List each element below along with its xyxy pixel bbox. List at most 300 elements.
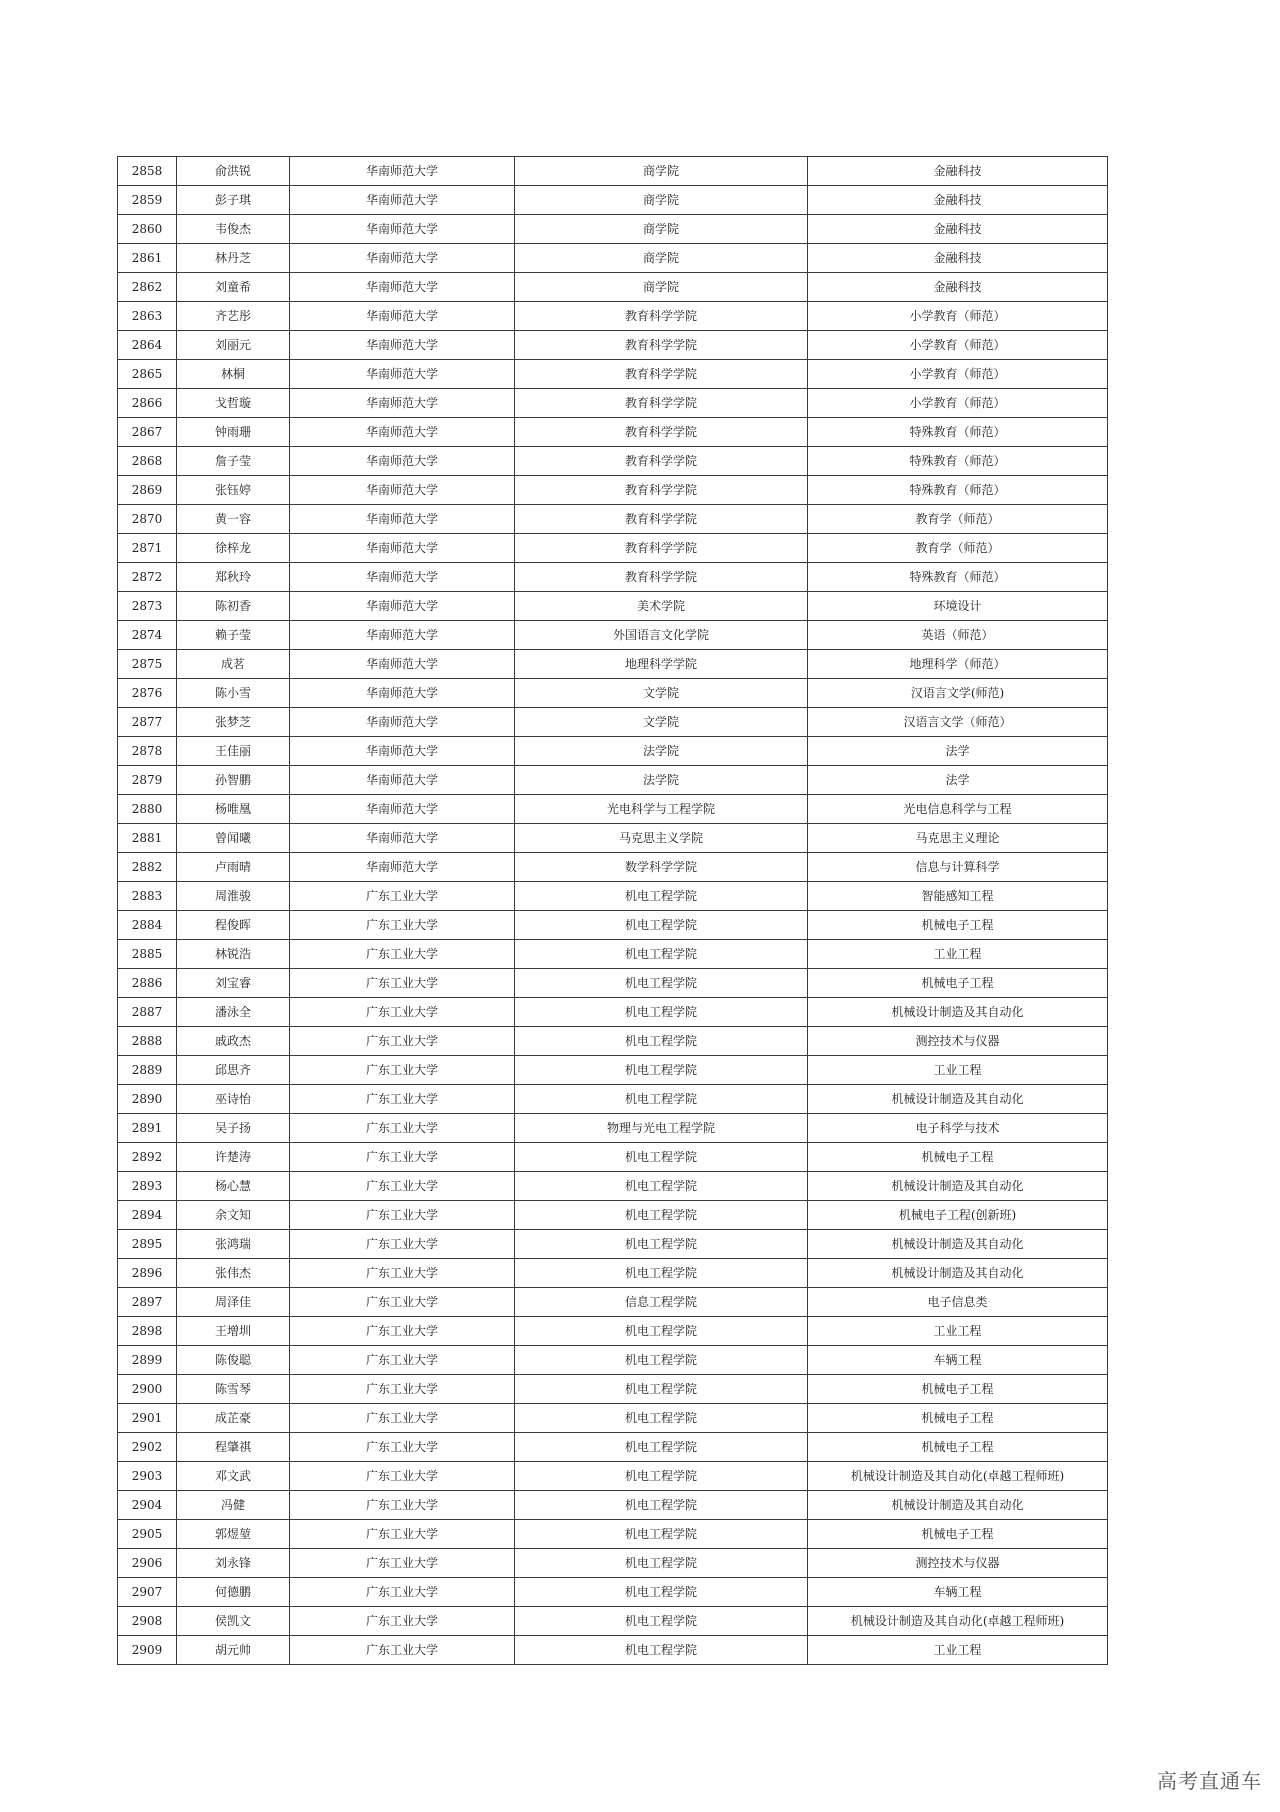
row-number-cell: 2901: [118, 1404, 177, 1433]
student-name-cell: 黄一容: [177, 505, 290, 534]
university-cell: 华南师范大学: [290, 505, 515, 534]
student-name-cell: 许楚涛: [177, 1143, 290, 1172]
major-cell: 小学教育（师范）: [808, 302, 1108, 331]
university-cell: 广东工业大学: [290, 1549, 515, 1578]
college-cell: 光电科学与工程学院: [515, 795, 808, 824]
row-number-cell: 2884: [118, 911, 177, 940]
student-name-cell: 成茗: [177, 650, 290, 679]
row-number-cell: 2874: [118, 621, 177, 650]
university-cell: 华南师范大学: [290, 563, 515, 592]
university-cell: 华南师范大学: [290, 186, 515, 215]
college-cell: 机电工程学院: [515, 1549, 808, 1578]
row-number-cell: 2880: [118, 795, 177, 824]
student-name-cell: 张鸿瑞: [177, 1230, 290, 1259]
major-cell: 汉语言文学（师范）: [808, 708, 1108, 737]
university-cell: 华南师范大学: [290, 360, 515, 389]
student-name-cell: 韦俊杰: [177, 215, 290, 244]
student-name-cell: 郭煜堃: [177, 1520, 290, 1549]
row-number-cell: 2906: [118, 1549, 177, 1578]
row-number-cell: 2878: [118, 737, 177, 766]
table-row: [118, 708, 1108, 737]
table-row: [118, 1288, 1108, 1317]
college-cell: 机电工程学院: [515, 1520, 808, 1549]
university-cell: 广东工业大学: [290, 1520, 515, 1549]
college-cell: 文学院: [515, 679, 808, 708]
row-number-cell: 2875: [118, 650, 177, 679]
row-number-cell: 2892: [118, 1143, 177, 1172]
student-name-cell: 程俊晖: [177, 911, 290, 940]
college-cell: 商学院: [515, 186, 808, 215]
major-cell: 智能感知工程: [808, 882, 1108, 911]
table-row: [118, 1462, 1108, 1491]
university-cell: 华南师范大学: [290, 621, 515, 650]
university-cell: 广东工业大学: [290, 1433, 515, 1462]
row-number-cell: 2870: [118, 505, 177, 534]
student-name-cell: 冯健: [177, 1491, 290, 1520]
major-cell: 特殊教育（师范）: [808, 447, 1108, 476]
student-name-cell: 杨唯凰: [177, 795, 290, 824]
row-number-cell: 2894: [118, 1201, 177, 1230]
major-cell: 金融科技: [808, 273, 1108, 302]
student-name-cell: 孙智鹏: [177, 766, 290, 795]
major-cell: 教育学（师范）: [808, 534, 1108, 563]
table-row: [118, 1578, 1108, 1607]
table-row: [118, 302, 1108, 331]
major-cell: 机械设计制造及其自动化: [808, 1230, 1108, 1259]
table-row: [118, 215, 1108, 244]
college-cell: 机电工程学院: [515, 1375, 808, 1404]
college-cell: 商学院: [515, 157, 808, 186]
major-cell: 金融科技: [808, 186, 1108, 215]
university-cell: 广东工业大学: [290, 1230, 515, 1259]
row-number-cell: 2895: [118, 1230, 177, 1259]
major-cell: 光电信息科学与工程: [808, 795, 1108, 824]
major-cell: 金融科技: [808, 157, 1108, 186]
college-cell: 机电工程学院: [515, 1607, 808, 1636]
table-row: [118, 1404, 1108, 1433]
row-number-cell: 2902: [118, 1433, 177, 1462]
major-cell: 机械电子工程: [808, 1404, 1108, 1433]
college-cell: 机电工程学院: [515, 1491, 808, 1520]
college-cell: 教育科学学院: [515, 418, 808, 447]
college-cell: 美术学院: [515, 592, 808, 621]
table-row: [118, 1259, 1108, 1288]
major-cell: 机械设计制造及其自动化: [808, 1259, 1108, 1288]
university-cell: 广东工业大学: [290, 1114, 515, 1143]
major-cell: 机械设计制造及其自动化: [808, 998, 1108, 1027]
table-row: [118, 476, 1108, 505]
row-number-cell: 2905: [118, 1520, 177, 1549]
row-number-cell: 2862: [118, 273, 177, 302]
student-name-cell: 王佳丽: [177, 737, 290, 766]
row-number-cell: 2866: [118, 389, 177, 418]
student-name-cell: 俞洪锐: [177, 157, 290, 186]
university-cell: 广东工业大学: [290, 1143, 515, 1172]
row-number-cell: 2867: [118, 418, 177, 447]
student-name-cell: 卢雨晴: [177, 853, 290, 882]
table-row: [118, 679, 1108, 708]
table-row: [118, 534, 1108, 563]
university-cell: 广东工业大学: [290, 1636, 515, 1665]
major-cell: 英语（师范）: [808, 621, 1108, 650]
student-name-cell: 潘泳全: [177, 998, 290, 1027]
student-name-cell: 胡元帅: [177, 1636, 290, 1665]
table-row: [118, 1636, 1108, 1665]
student-name-cell: 刘丽元: [177, 331, 290, 360]
major-cell: 小学教育（师范）: [808, 360, 1108, 389]
college-cell: 机电工程学院: [515, 940, 808, 969]
row-number-cell: 2893: [118, 1172, 177, 1201]
table-row: [118, 505, 1108, 534]
major-cell: 金融科技: [808, 244, 1108, 273]
university-cell: 广东工业大学: [290, 911, 515, 940]
major-cell: 小学教育（师范）: [808, 331, 1108, 360]
admission-table-body: [118, 157, 1108, 1665]
university-cell: 华南师范大学: [290, 853, 515, 882]
university-cell: 华南师范大学: [290, 766, 515, 795]
row-number-cell: 2887: [118, 998, 177, 1027]
major-cell: 特殊教育（师范）: [808, 563, 1108, 592]
row-number-cell: 2864: [118, 331, 177, 360]
table-row: [118, 157, 1108, 186]
row-number-cell: 2868: [118, 447, 177, 476]
row-number-cell: 2886: [118, 969, 177, 998]
college-cell: 机电工程学院: [515, 969, 808, 998]
major-cell: 工业工程: [808, 1636, 1108, 1665]
table-row: [118, 244, 1108, 273]
row-number-cell: 2882: [118, 853, 177, 882]
university-cell: 华南师范大学: [290, 592, 515, 621]
major-cell: 机械设计制造及其自动化: [808, 1085, 1108, 1114]
student-name-cell: 戚政杰: [177, 1027, 290, 1056]
student-name-cell: 吴子扬: [177, 1114, 290, 1143]
table-row: [118, 418, 1108, 447]
major-cell: 电子科学与技术: [808, 1114, 1108, 1143]
college-cell: 教育科学学院: [515, 563, 808, 592]
major-cell: 测控技术与仪器: [808, 1549, 1108, 1578]
college-cell: 数学科学学院: [515, 853, 808, 882]
major-cell: 车辆工程: [808, 1578, 1108, 1607]
row-number-cell: 2896: [118, 1259, 177, 1288]
major-cell: 法学: [808, 737, 1108, 766]
university-cell: 广东工业大学: [290, 1288, 515, 1317]
table-row: [118, 621, 1108, 650]
row-number-cell: 2890: [118, 1085, 177, 1114]
row-number-cell: 2881: [118, 824, 177, 853]
college-cell: 机电工程学院: [515, 1201, 808, 1230]
student-name-cell: 陈初香: [177, 592, 290, 621]
major-cell: 工业工程: [808, 1056, 1108, 1085]
row-number-cell: 2897: [118, 1288, 177, 1317]
college-cell: 马克思主义学院: [515, 824, 808, 853]
student-name-cell: 张钰婷: [177, 476, 290, 505]
college-cell: 机电工程学院: [515, 998, 808, 1027]
college-cell: 教育科学学院: [515, 389, 808, 418]
table-row: [118, 447, 1108, 476]
major-cell: 机械设计制造及其自动化(卓越工程师班): [808, 1607, 1108, 1636]
university-cell: 华南师范大学: [290, 157, 515, 186]
row-number-cell: 2899: [118, 1346, 177, 1375]
major-cell: 机械设计制造及其自动化: [808, 1491, 1108, 1520]
student-name-cell: 邓文武: [177, 1462, 290, 1491]
row-number-cell: 2877: [118, 708, 177, 737]
major-cell: 机械电子工程: [808, 911, 1108, 940]
table-row: [118, 389, 1108, 418]
table-row: [118, 882, 1108, 911]
table-row: [118, 911, 1108, 940]
university-cell: 广东工业大学: [290, 1056, 515, 1085]
college-cell: 机电工程学院: [515, 1636, 808, 1665]
college-cell: 教育科学学院: [515, 447, 808, 476]
student-name-cell: 林丹芝: [177, 244, 290, 273]
student-name-cell: 赖子莹: [177, 621, 290, 650]
table-row: [118, 186, 1108, 215]
student-name-cell: 林桐: [177, 360, 290, 389]
row-number-cell: 2907: [118, 1578, 177, 1607]
student-name-cell: 王增圳: [177, 1317, 290, 1346]
table-row: [118, 360, 1108, 389]
college-cell: 机电工程学院: [515, 1230, 808, 1259]
major-cell: 环境设计: [808, 592, 1108, 621]
student-name-cell: 张梦芝: [177, 708, 290, 737]
university-cell: 华南师范大学: [290, 447, 515, 476]
student-name-cell: 曾闻曦: [177, 824, 290, 853]
student-name-cell: 徐梓龙: [177, 534, 290, 563]
table-row: [118, 1549, 1108, 1578]
watermark-text: 高考直通车: [1157, 1769, 1262, 1793]
college-cell: 机电工程学院: [515, 1578, 808, 1607]
major-cell: 地理科学（师范）: [808, 650, 1108, 679]
university-cell: 广东工业大学: [290, 1404, 515, 1433]
college-cell: 教育科学学院: [515, 534, 808, 563]
major-cell: 车辆工程: [808, 1346, 1108, 1375]
university-cell: 华南师范大学: [290, 389, 515, 418]
university-cell: 广东工业大学: [290, 1201, 515, 1230]
university-cell: 华南师范大学: [290, 302, 515, 331]
table-row: [118, 1230, 1108, 1259]
university-cell: 广东工业大学: [290, 882, 515, 911]
college-cell: 地理科学学院: [515, 650, 808, 679]
college-cell: 机电工程学院: [515, 1433, 808, 1462]
row-number-cell: 2908: [118, 1607, 177, 1636]
university-cell: 广东工业大学: [290, 1259, 515, 1288]
college-cell: 教育科学学院: [515, 331, 808, 360]
row-number-cell: 2876: [118, 679, 177, 708]
student-name-cell: 陈小雪: [177, 679, 290, 708]
student-name-cell: 巫诗怡: [177, 1085, 290, 1114]
row-number-cell: 2885: [118, 940, 177, 969]
university-cell: 广东工业大学: [290, 1607, 515, 1636]
university-cell: 华南师范大学: [290, 679, 515, 708]
university-cell: 华南师范大学: [290, 244, 515, 273]
student-name-cell: 彭子琪: [177, 186, 290, 215]
table-row: [118, 331, 1108, 360]
college-cell: 机电工程学院: [515, 1404, 808, 1433]
university-cell: 华南师范大学: [290, 737, 515, 766]
row-number-cell: 2898: [118, 1317, 177, 1346]
row-number-cell: 2889: [118, 1056, 177, 1085]
table-row: [118, 1346, 1108, 1375]
student-name-cell: 戈哲璇: [177, 389, 290, 418]
college-cell: 机电工程学院: [515, 1462, 808, 1491]
table-row: [118, 1056, 1108, 1085]
row-number-cell: 2909: [118, 1636, 177, 1665]
major-cell: 机械电子工程: [808, 1143, 1108, 1172]
row-number-cell: 2872: [118, 563, 177, 592]
college-cell: 机电工程学院: [515, 1259, 808, 1288]
major-cell: 信息与计算科学: [808, 853, 1108, 882]
university-cell: 华南师范大学: [290, 534, 515, 563]
university-cell: 华南师范大学: [290, 476, 515, 505]
major-cell: 机械电子工程: [808, 1433, 1108, 1462]
table-row: [118, 1317, 1108, 1346]
major-cell: 电子信息类: [808, 1288, 1108, 1317]
student-name-cell: 钟雨珊: [177, 418, 290, 447]
student-name-cell: 邱思齐: [177, 1056, 290, 1085]
student-name-cell: 郑秋玲: [177, 563, 290, 592]
university-cell: 广东工业大学: [290, 1462, 515, 1491]
college-cell: 物理与光电工程学院: [515, 1114, 808, 1143]
university-cell: 华南师范大学: [290, 824, 515, 853]
university-cell: 广东工业大学: [290, 1375, 515, 1404]
student-name-cell: 陈俊聪: [177, 1346, 290, 1375]
college-cell: 机电工程学院: [515, 1317, 808, 1346]
major-cell: 机械电子工程: [808, 969, 1108, 998]
table-row: [118, 273, 1108, 302]
university-cell: 华南师范大学: [290, 795, 515, 824]
row-number-cell: 2859: [118, 186, 177, 215]
major-cell: 小学教育（师范）: [808, 389, 1108, 418]
student-name-cell: 陈雪琴: [177, 1375, 290, 1404]
student-name-cell: 刘宝睿: [177, 969, 290, 998]
college-cell: 教育科学学院: [515, 505, 808, 534]
college-cell: 商学院: [515, 273, 808, 302]
row-number-cell: 2860: [118, 215, 177, 244]
college-cell: 教育科学学院: [515, 360, 808, 389]
college-cell: 信息工程学院: [515, 1288, 808, 1317]
table-row: [118, 563, 1108, 592]
major-cell: 马克思主义理论: [808, 824, 1108, 853]
university-cell: 广东工业大学: [290, 1172, 515, 1201]
university-cell: 广东工业大学: [290, 998, 515, 1027]
table-row: [118, 766, 1108, 795]
major-cell: 教育学（师范）: [808, 505, 1108, 534]
major-cell: 机械设计制造及其自动化: [808, 1172, 1108, 1201]
student-name-cell: 周淮骏: [177, 882, 290, 911]
student-name-cell: 成芷豪: [177, 1404, 290, 1433]
college-cell: 教育科学学院: [515, 476, 808, 505]
table-row: [118, 969, 1108, 998]
table-row: [118, 737, 1108, 766]
student-name-cell: 刘永锋: [177, 1549, 290, 1578]
table-row: [118, 1433, 1108, 1462]
university-cell: 华南师范大学: [290, 215, 515, 244]
major-cell: 机械电子工程: [808, 1375, 1108, 1404]
college-cell: 法学院: [515, 766, 808, 795]
student-name-cell: 余文知: [177, 1201, 290, 1230]
major-cell: 特殊教育（师范）: [808, 476, 1108, 505]
college-cell: 机电工程学院: [515, 882, 808, 911]
table-row: [118, 1172, 1108, 1201]
row-number-cell: 2861: [118, 244, 177, 273]
table-row: [118, 1027, 1108, 1056]
university-cell: 华南师范大学: [290, 273, 515, 302]
major-cell: 机械电子工程: [808, 1520, 1108, 1549]
university-cell: 华南师范大学: [290, 708, 515, 737]
major-cell: 法学: [808, 766, 1108, 795]
university-cell: 华南师范大学: [290, 650, 515, 679]
college-cell: 机电工程学院: [515, 1085, 808, 1114]
row-number-cell: 2858: [118, 157, 177, 186]
student-name-cell: 程肇祺: [177, 1433, 290, 1462]
college-cell: 机电工程学院: [515, 1143, 808, 1172]
university-cell: 广东工业大学: [290, 1491, 515, 1520]
university-cell: 广东工业大学: [290, 1085, 515, 1114]
major-cell: 金融科技: [808, 215, 1108, 244]
student-name-cell: 詹子莹: [177, 447, 290, 476]
major-cell: 机械设计制造及其自动化(卓越工程师班): [808, 1462, 1108, 1491]
student-name-cell: 张伟杰: [177, 1259, 290, 1288]
college-cell: 机电工程学院: [515, 1056, 808, 1085]
college-cell: 教育科学学院: [515, 302, 808, 331]
university-cell: 广东工业大学: [290, 969, 515, 998]
row-number-cell: 2871: [118, 534, 177, 563]
major-cell: 机械电子工程(创新班): [808, 1201, 1108, 1230]
table-row: [118, 1143, 1108, 1172]
table-row: [118, 592, 1108, 621]
university-cell: 华南师范大学: [290, 331, 515, 360]
table-row: [118, 824, 1108, 853]
row-number-cell: 2891: [118, 1114, 177, 1143]
table-row: [118, 998, 1108, 1027]
table-row: [118, 940, 1108, 969]
table-row: [118, 1114, 1108, 1143]
row-number-cell: 2865: [118, 360, 177, 389]
row-number-cell: 2863: [118, 302, 177, 331]
table-row: [118, 853, 1108, 882]
college-cell: 机电工程学院: [515, 1346, 808, 1375]
student-name-cell: 林锐浩: [177, 940, 290, 969]
college-cell: 机电工程学院: [515, 911, 808, 940]
row-number-cell: 2900: [118, 1375, 177, 1404]
table-row: [118, 1375, 1108, 1404]
student-name-cell: 侯凯文: [177, 1607, 290, 1636]
table-row: [118, 1201, 1108, 1230]
student-name-cell: 杨心慧: [177, 1172, 290, 1201]
row-number-cell: 2879: [118, 766, 177, 795]
student-name-cell: 周泽佳: [177, 1288, 290, 1317]
college-cell: 法学院: [515, 737, 808, 766]
student-name-cell: 刘童希: [177, 273, 290, 302]
table-row: [118, 1607, 1108, 1636]
university-cell: 华南师范大学: [290, 418, 515, 447]
university-cell: 广东工业大学: [290, 1317, 515, 1346]
table-row: [118, 1520, 1108, 1549]
table-row: [118, 650, 1108, 679]
student-name-cell: 何德鹏: [177, 1578, 290, 1607]
admission-table: [117, 156, 1108, 1665]
college-cell: 机电工程学院: [515, 1027, 808, 1056]
university-cell: 广东工业大学: [290, 1578, 515, 1607]
row-number-cell: 2873: [118, 592, 177, 621]
row-number-cell: 2883: [118, 882, 177, 911]
table-row: [118, 1491, 1108, 1520]
college-cell: 商学院: [515, 215, 808, 244]
row-number-cell: 2904: [118, 1491, 177, 1520]
row-number-cell: 2903: [118, 1462, 177, 1491]
major-cell: 特殊教育（师范）: [808, 418, 1108, 447]
major-cell: 测控技术与仪器: [808, 1027, 1108, 1056]
